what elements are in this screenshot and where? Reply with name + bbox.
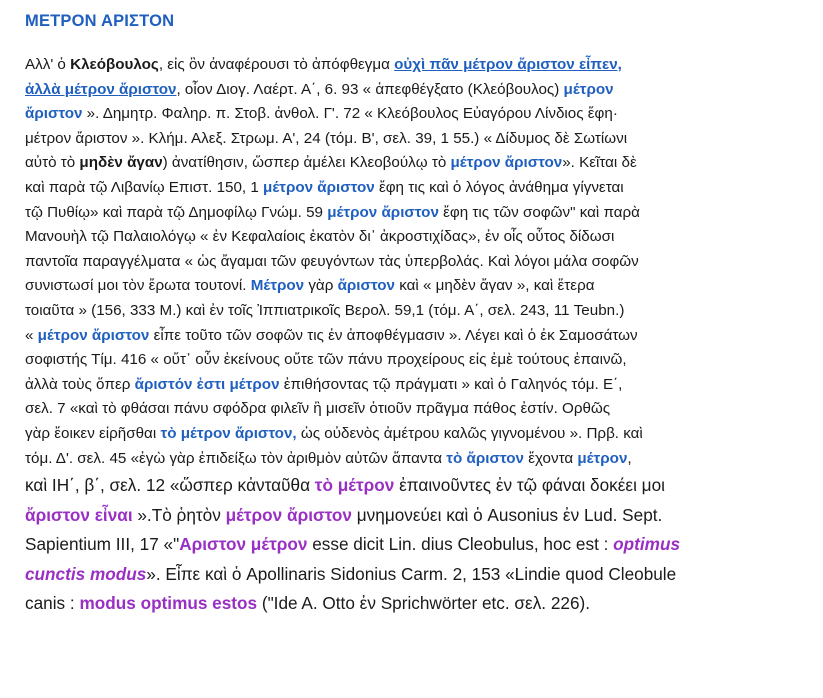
text-segment: canis :	[25, 593, 80, 614]
text-line	[25, 53, 810, 78]
text-line	[25, 560, 810, 590]
text-segment: μνημονεύει καὶ ὁ Ausonius ἐν Lud. Sept.	[351, 504, 663, 525]
text-segment: Sapientium III, 17 «"	[25, 534, 180, 555]
highlighted-phrase: μέτρον ἄριστον	[327, 203, 439, 221]
text-segment: ) ἀνατίθησιν, ὥσπερ ἀμέλει Κλεοβούλῳ τὸ	[162, 154, 451, 172]
text-segment: καὶ παρὰ τῷ Λιβανίῳ Επιστ. 150, 1	[25, 178, 264, 196]
text-line	[25, 373, 810, 398]
text-line	[25, 250, 810, 275]
highlighted-phrase: Κλεόβουλος	[70, 56, 159, 73]
highlighted-phrase: μέτρον	[563, 80, 614, 98]
highlighted-phrase: οὐχὶ πᾶν μέτρον ἄριστον εἶπεν,	[394, 56, 622, 73]
highlighted-phrase: ἄριστον	[337, 277, 395, 295]
text-line	[25, 530, 810, 560]
text-segment: ὡς οὐδενὸς ἀμέτρου καλῶς γιγνομένου ». Πρβ. καὶ	[296, 424, 643, 442]
text-segment: σελ. 7 «καὶ τὸ φθάσαι πάνυ σφόδρα φιλεῖν ἢ μισεῖν ὁτιοῦν πρᾶγμα πάθος ἐστίν. Ορθῶς	[25, 400, 611, 418]
text-segment: σοφιστής Τίμ. 416 « οὔτ᾿ οὖν ἐκείνους οὔτε τῶν πάνυ προχείρους εἰς ἐμὲ τούτους ἐπαινῶ,	[25, 351, 627, 369]
text-segment: εἶπε τοῦτο τῶν σοφῶν τις ἐν ἀποφθέγμασιν ». Λέγει καὶ ὁ ἐκ Σαμοσάτων	[149, 326, 638, 344]
text-line	[25, 102, 810, 127]
text-segment: ». Δημητρ. Φαληρ. π. Στοβ. ἀνθολ. Γ'. 72 « Κλεόβουλος Εὐαγόρου Λίνδιος ἔφη·	[82, 105, 618, 123]
text-line	[25, 274, 810, 299]
highlighted-phrase: μέτρον ἄριστον	[263, 178, 375, 196]
text-segment: ("Ide A. Otto ἐν Sprichwörter etc. σελ. 226).	[257, 593, 591, 614]
text-segment: , οἷον Διογ. Λαέρτ. Α΄, 6. 93 « ἀπεφθέγξατο (Κλεόβουλος)	[176, 80, 564, 98]
text-segment: Μανουὴλ τῷ Παλαιολόγῳ « ἐν Κεφαλαίοις ἑκατὸν δι᾿ ἀκροστιχίδας», ἐν οἷς οὗτος δίδωσι	[25, 228, 615, 246]
highlighted-phrase: τὸ μέτρον ἄριστον,	[160, 424, 297, 442]
text-segment: καὶ « μηδὲν ἄγαν », καὶ ἕτερα	[394, 277, 595, 295]
text-segment: «	[25, 326, 38, 344]
highlighted-phrase: ἄριστον εἶναι	[25, 504, 133, 525]
text-segment: αὐτὸ τὸ	[25, 154, 80, 172]
text-segment: ἐπιθήσοντας τῷ πράγματι » καὶ ὁ Γαληνός τόμ. Ε΄,	[279, 375, 623, 393]
text-line	[25, 78, 810, 103]
highlighted-phrase: Μέτρον	[250, 277, 305, 295]
text-line	[25, 127, 810, 152]
text-line	[25, 589, 810, 619]
text-line	[25, 201, 810, 226]
highlighted-phrase: τὸ ἄριστον	[446, 449, 524, 467]
text-line	[25, 324, 810, 349]
text-segment: καὶ ΙΗ΄, β΄, σελ. 12 «ὥσπερ κἀνταῦθα	[25, 475, 315, 496]
highlighted-phrase: ἄριστον	[25, 105, 83, 123]
highlighted-phrase: μέτρον ἄριστον	[225, 504, 352, 525]
text-segment: ἔφη τις καὶ ὁ λόγος ἀνάθημα γίγνεται	[374, 178, 624, 196]
text-line	[25, 299, 810, 324]
text-line	[25, 501, 810, 531]
highlighted-phrase: ἄριστόν ἐστι μέτρον	[134, 375, 280, 393]
highlighted-phrase: cunctis modus	[25, 563, 147, 584]
document-title: ΜΕΤΡΟΝ ΑΡΙΣΤΟΝ	[25, 12, 175, 30]
text-segment: γὰρ	[304, 277, 338, 295]
highlighted-phrase: Αριστον μέτρον	[179, 534, 308, 555]
highlighted-phrase: μέτρον ἄριστον	[37, 326, 150, 344]
text-segment: παντοῖα παραγγέλματα « ὡς ἄγαμαι τῶν φευγόντων τὰς ὑπερβολάς. Καὶ λόγοι μάλα σοφῶν	[25, 252, 639, 270]
highlighted-phrase: optimus	[613, 534, 681, 555]
text-segment: ». Κεῖται δὲ	[562, 154, 637, 172]
text-segment: Αλλ' ὁ	[25, 56, 71, 73]
text-segment: ». Εἶπε καὶ ὁ Apollinaris Sidonius Carm. 2, 153 «Lindie quod Cleobule	[146, 563, 677, 584]
document-page	[25, 6, 810, 619]
text-segment: μέτρον ἄριστον ». Κλήμ. Αλεξ. Στρωμ. Α', 24 (τόμ. Β', σελ. 39, 1 55.) « Δίδυμος δὲ Σωτίωνι	[25, 129, 628, 147]
text-line	[25, 225, 810, 250]
highlighted-phrase: ἀλλὰ μέτρον ἄριστον	[25, 80, 177, 98]
text-line	[25, 348, 810, 373]
highlighted-phrase: μέτρον	[577, 449, 628, 467]
text-line	[25, 397, 810, 422]
text-segment: συνιστωσί μοι τὸν ἔρωτα τουτονί.	[25, 277, 251, 295]
text-segment: ἔφη τις τῶν σοφῶν" καὶ παρὰ	[438, 203, 640, 221]
text-line	[25, 422, 810, 447]
text-line	[25, 447, 810, 472]
highlighted-phrase: μέτρον ἄριστον	[450, 154, 563, 172]
text-segment: ἔχοντα	[523, 449, 578, 467]
text-segment: ».Τὸ ῥητὸν	[132, 504, 226, 525]
text-segment: ἐπαινοῦντες ἐν τῷ φάναι δοκέει μοι	[394, 475, 665, 496]
text-segment: ,	[627, 449, 632, 467]
text-line	[25, 151, 810, 176]
text-line	[25, 176, 810, 201]
text-segment: τῷ Πυθίῳ» καὶ παρὰ τῷ Δημοφίλῳ Γνώμ. 59	[25, 203, 328, 221]
text-segment: τοιαῦτα » (156, 333 Μ.) καὶ ἐν τοῖς Ἰππιατρικοῖς Βερολ. 59,1 (τόμ. Α΄, σελ. 243, 11 Teubn.)	[25, 301, 625, 319]
text-segment: γὰρ ἔοικεν εἰρῆσθαι	[25, 424, 161, 442]
text-segment: , εἰς ὃν ἀναφέρουσι τὸ ἀπόφθεγμα	[158, 56, 395, 73]
text-segment: ἀλλὰ τοὺς ὅπερ	[25, 375, 135, 393]
highlighted-phrase: μηδὲν ἄγαν	[79, 154, 163, 172]
text-segment: esse dicit Lin. dius Cleobulus, hoc est :	[307, 534, 614, 555]
text-segment: τόμ. Δ'. σελ. 45 «ἐγὼ γὰρ ἐπιδείξω τὸν ἀριθμὸν αὐτῶν ἅπαντα	[25, 449, 447, 467]
document-body	[25, 53, 810, 619]
highlighted-phrase: modus optimus estos	[79, 593, 258, 614]
text-line	[25, 471, 810, 501]
highlighted-phrase: τὸ μέτρον	[314, 475, 395, 496]
